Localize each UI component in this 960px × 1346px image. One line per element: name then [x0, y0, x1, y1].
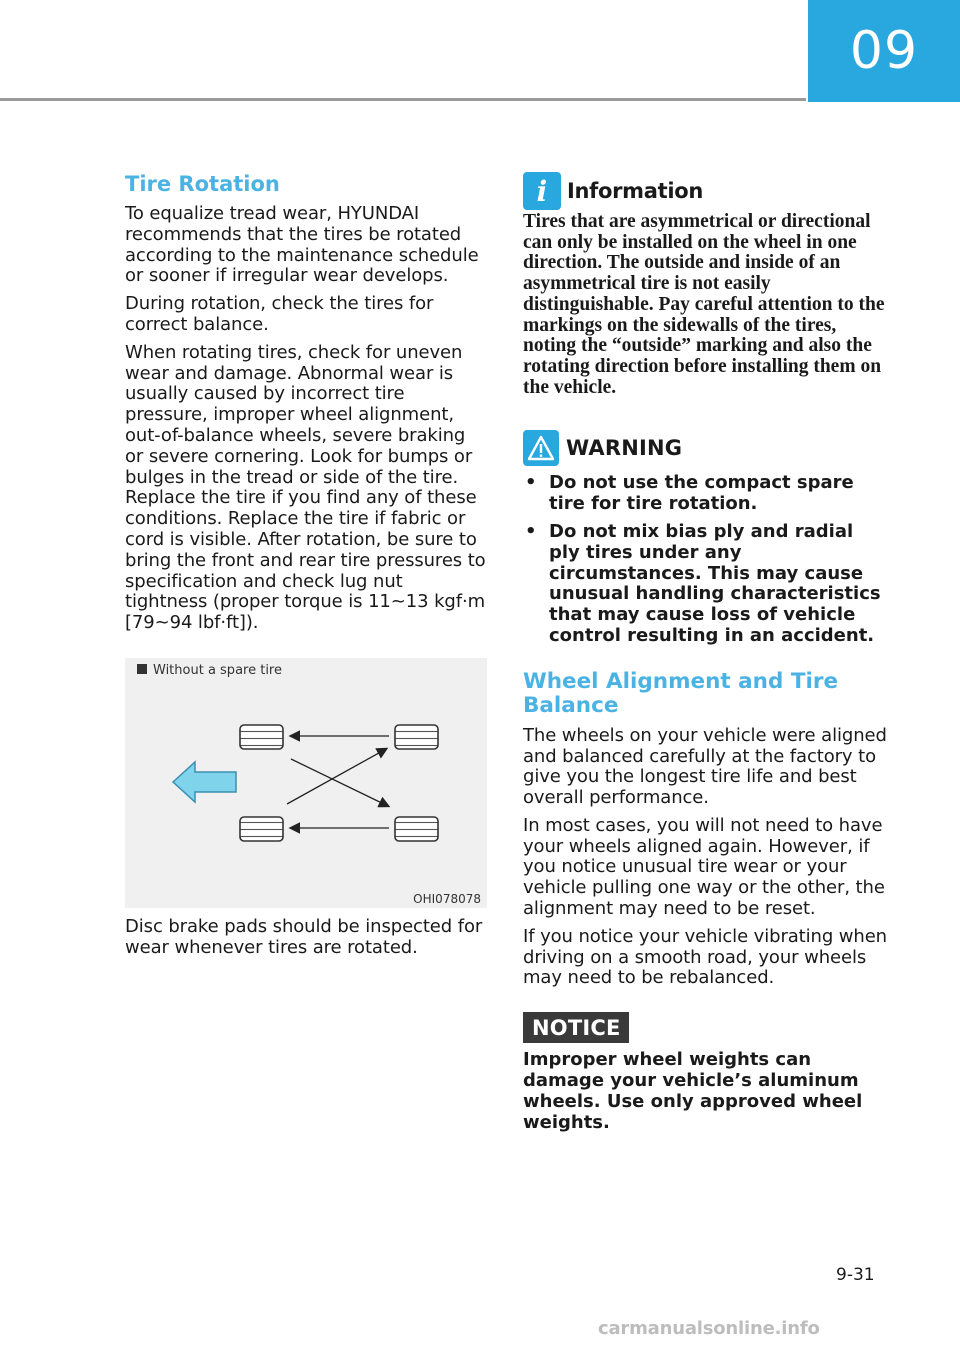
bullet: • — [525, 472, 537, 494]
wheel-alignment-heading: Wheel Alignment and Tire Balance — [523, 668, 839, 718]
tire-rotation-figure — [125, 658, 487, 908]
paragraph: To equalize tread wear, HYUNDAI recommends that the tires be rotated according to the maintenance schedule or sooner if irregular wear develops. — [125, 203, 479, 287]
paragraph: When rotating tires, check for uneven wear and damage. Abnormal wear is usually caused by incorrect tire pressure, improper wheel alignment, out-of-balance wheels, severe braking or severe cornering. Look for bumps or bulges in the tread or side of the tire. Replace the tire if you find any of these conditions. Replace the tire if fabric or cord is visible. After rotation, be sure to bring the front and rear tire pressures to specification and check lug nut tightness (proper torque is 11~13 kgf·m [79~94 lbf·ft]). — [125, 341, 486, 634]
tire-front-right — [240, 817, 283, 841]
right-column — [523, 172, 888, 1133]
warning-item — [523, 522, 888, 647]
front-direction-arrow — [173, 762, 236, 802]
paragraph: The wheels on your vehicle were aligned and balanced carefully at the factory to give you the longest tire life and best overall performance. — [523, 724, 887, 809]
information-header — [523, 172, 888, 210]
tire-rear-left — [395, 725, 438, 749]
warning-title: WARNING — [566, 436, 683, 461]
paragraph: During rotation, check the tires for correct balance. — [125, 293, 434, 335]
watermark: carmanualsonline.info — [598, 1318, 820, 1339]
rotation-diagram — [125, 658, 487, 908]
warning-list — [523, 473, 888, 646]
warning-item-text: Do not use the compact spare tire for tire rotation. — [549, 472, 854, 515]
paragraph: Disc brake pads should be inspected for wear whenever tires are rotated. — [125, 915, 483, 958]
page-number: 9-31 — [836, 1265, 875, 1285]
warning-header — [523, 430, 888, 466]
tire-rear-right — [395, 817, 438, 841]
header-rule — [0, 98, 806, 101]
left-column — [125, 172, 487, 959]
arrow-cross-up — [287, 749, 386, 804]
warning-item-text: Do not mix bias ply and radial ply tires under any circumstances. This may cause unusual handling characteristics that may cause loss of vehicle control resulting in an accident. — [549, 520, 881, 646]
warning-icon — [523, 430, 559, 466]
paragraph: In most cases, you will not need to have your wheels aligned again. However, if you notice unusual tire wear or your vehicle pulling one way or the other, the alignment may need to be reset. — [523, 814, 885, 920]
figure-code: OHI078078 — [413, 891, 481, 906]
figure-caption-text: Without a spare tire — [153, 662, 282, 678]
information-text: Tires that are asymmetrical or directional can only be installed on the wheel in one direction. The outside and inside of an asymmetrical tire is not easily distinguishable. Pay careful attention to the markings on the sidewalls of the tires, noting the “outside” marking and also the rotating direction before installing them on the vehicle. — [523, 211, 885, 398]
paragraph: If you notice your vehicle vibrating when driving on a smooth road, your wheels may need to be rebalanced. — [523, 925, 887, 989]
notice-badge: NOTICE — [523, 1012, 629, 1043]
bullet: • — [525, 520, 537, 542]
warning-item — [523, 473, 888, 515]
tire-rotation-heading: Tire Rotation — [125, 172, 280, 196]
information-icon: i — [523, 172, 561, 210]
chapter-tab: 09 — [808, 0, 960, 102]
information-title: Information — [567, 179, 704, 203]
notice-text: Improper wheel weights can damage your vehicle’s aluminum wheels. Use only approved wheel weights. — [523, 1049, 863, 1133]
arrow-cross-down — [291, 759, 388, 806]
tire-front-left — [240, 725, 283, 749]
